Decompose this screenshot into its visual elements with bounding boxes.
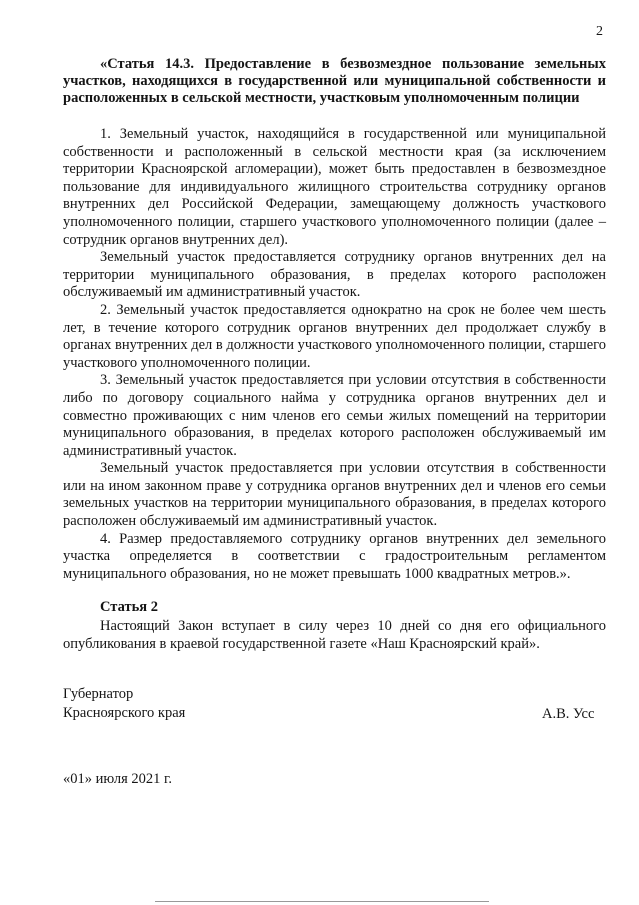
article-body — [63, 126, 606, 583]
paragraph-1: 1. Земельный участок, находящийся в государственной или муниципальной собственности и расположенный в сельской местности края (за исключением территории Красноярской агломерации), может быть предоставлен в безвозмездное пользование для индивидуального жилищного строительства сотруднику органов внутренних дел Российской Федерации, замещающему должность участкового уполномоченного полиции, старшего участкового уполномоченного полиции (далее – сотрудник органов внутренних дел). — [63, 126, 606, 248]
article-heading: «Статья 14.3. Предоставление в безвозмездное пользование земельных участков, находящихся в государственной или муниципальной собственности и расположенных в сельской местности, участковым уполномоченным полиции — [63, 56, 606, 106]
signatory-name: А.В. Усс — [542, 706, 595, 722]
signatory-title — [63, 685, 185, 723]
page-number: 2 — [596, 24, 603, 39]
signatory-title-line-1: Губернатор — [63, 686, 134, 702]
signing-date: «01» июля 2021 г. — [63, 771, 172, 787]
paragraph-2: Земельный участок предоставляется сотруднику органов внутренних дел на территории муниципального образования, в пределах которого расположен обслуживаемый им административный участок. — [63, 249, 606, 301]
paragraph-3: 2. Земельный участок предоставляется однократно на срок не более чем шесть лет, в течение которого сотрудник органов внутренних дел продолжает службу в органах внутренних дел в должности участкового уполномоченного полиции, старшего участкового уполномоченного полиции. — [63, 301, 606, 371]
article-2-text: Настоящий Закон вступает в силу через 10 дней со дня его официального опубликования в краевой государственной газете «Наш Красноярский край». — [63, 618, 606, 652]
bottom-rule — [155, 901, 489, 902]
paragraph-5: Земельный участок предоставляется при условии отсутствия в собственности или на ином законном праве у сотрудника органов внутренних дел и членов его семьи земельных участков на территории муниципального образования, в пределах которого расположен обслуживаемый им административный участок. — [63, 460, 606, 530]
paragraph-4: 3. Земельный участок предоставляется при условии отсутствия в собственности либо по договору социального найма у сотрудника органов внутренних дел и совместно проживающих с ним членов его семьи жилых помещений на территории муниципального образования, в пределах которого расположен обслуживаемый им административный участок. — [63, 372, 606, 459]
signatory-title-line-2: Красноярского края — [63, 705, 186, 721]
paragraph-6: 4. Размер предоставляемого сотруднику органов внутренних дел земельного участка определяется в соответствии с градостроительным регламентом муниципального образования, но не может превышать 1000 квадратных метров.». — [63, 530, 606, 582]
article-2-title: Статья 2 — [100, 599, 158, 615]
